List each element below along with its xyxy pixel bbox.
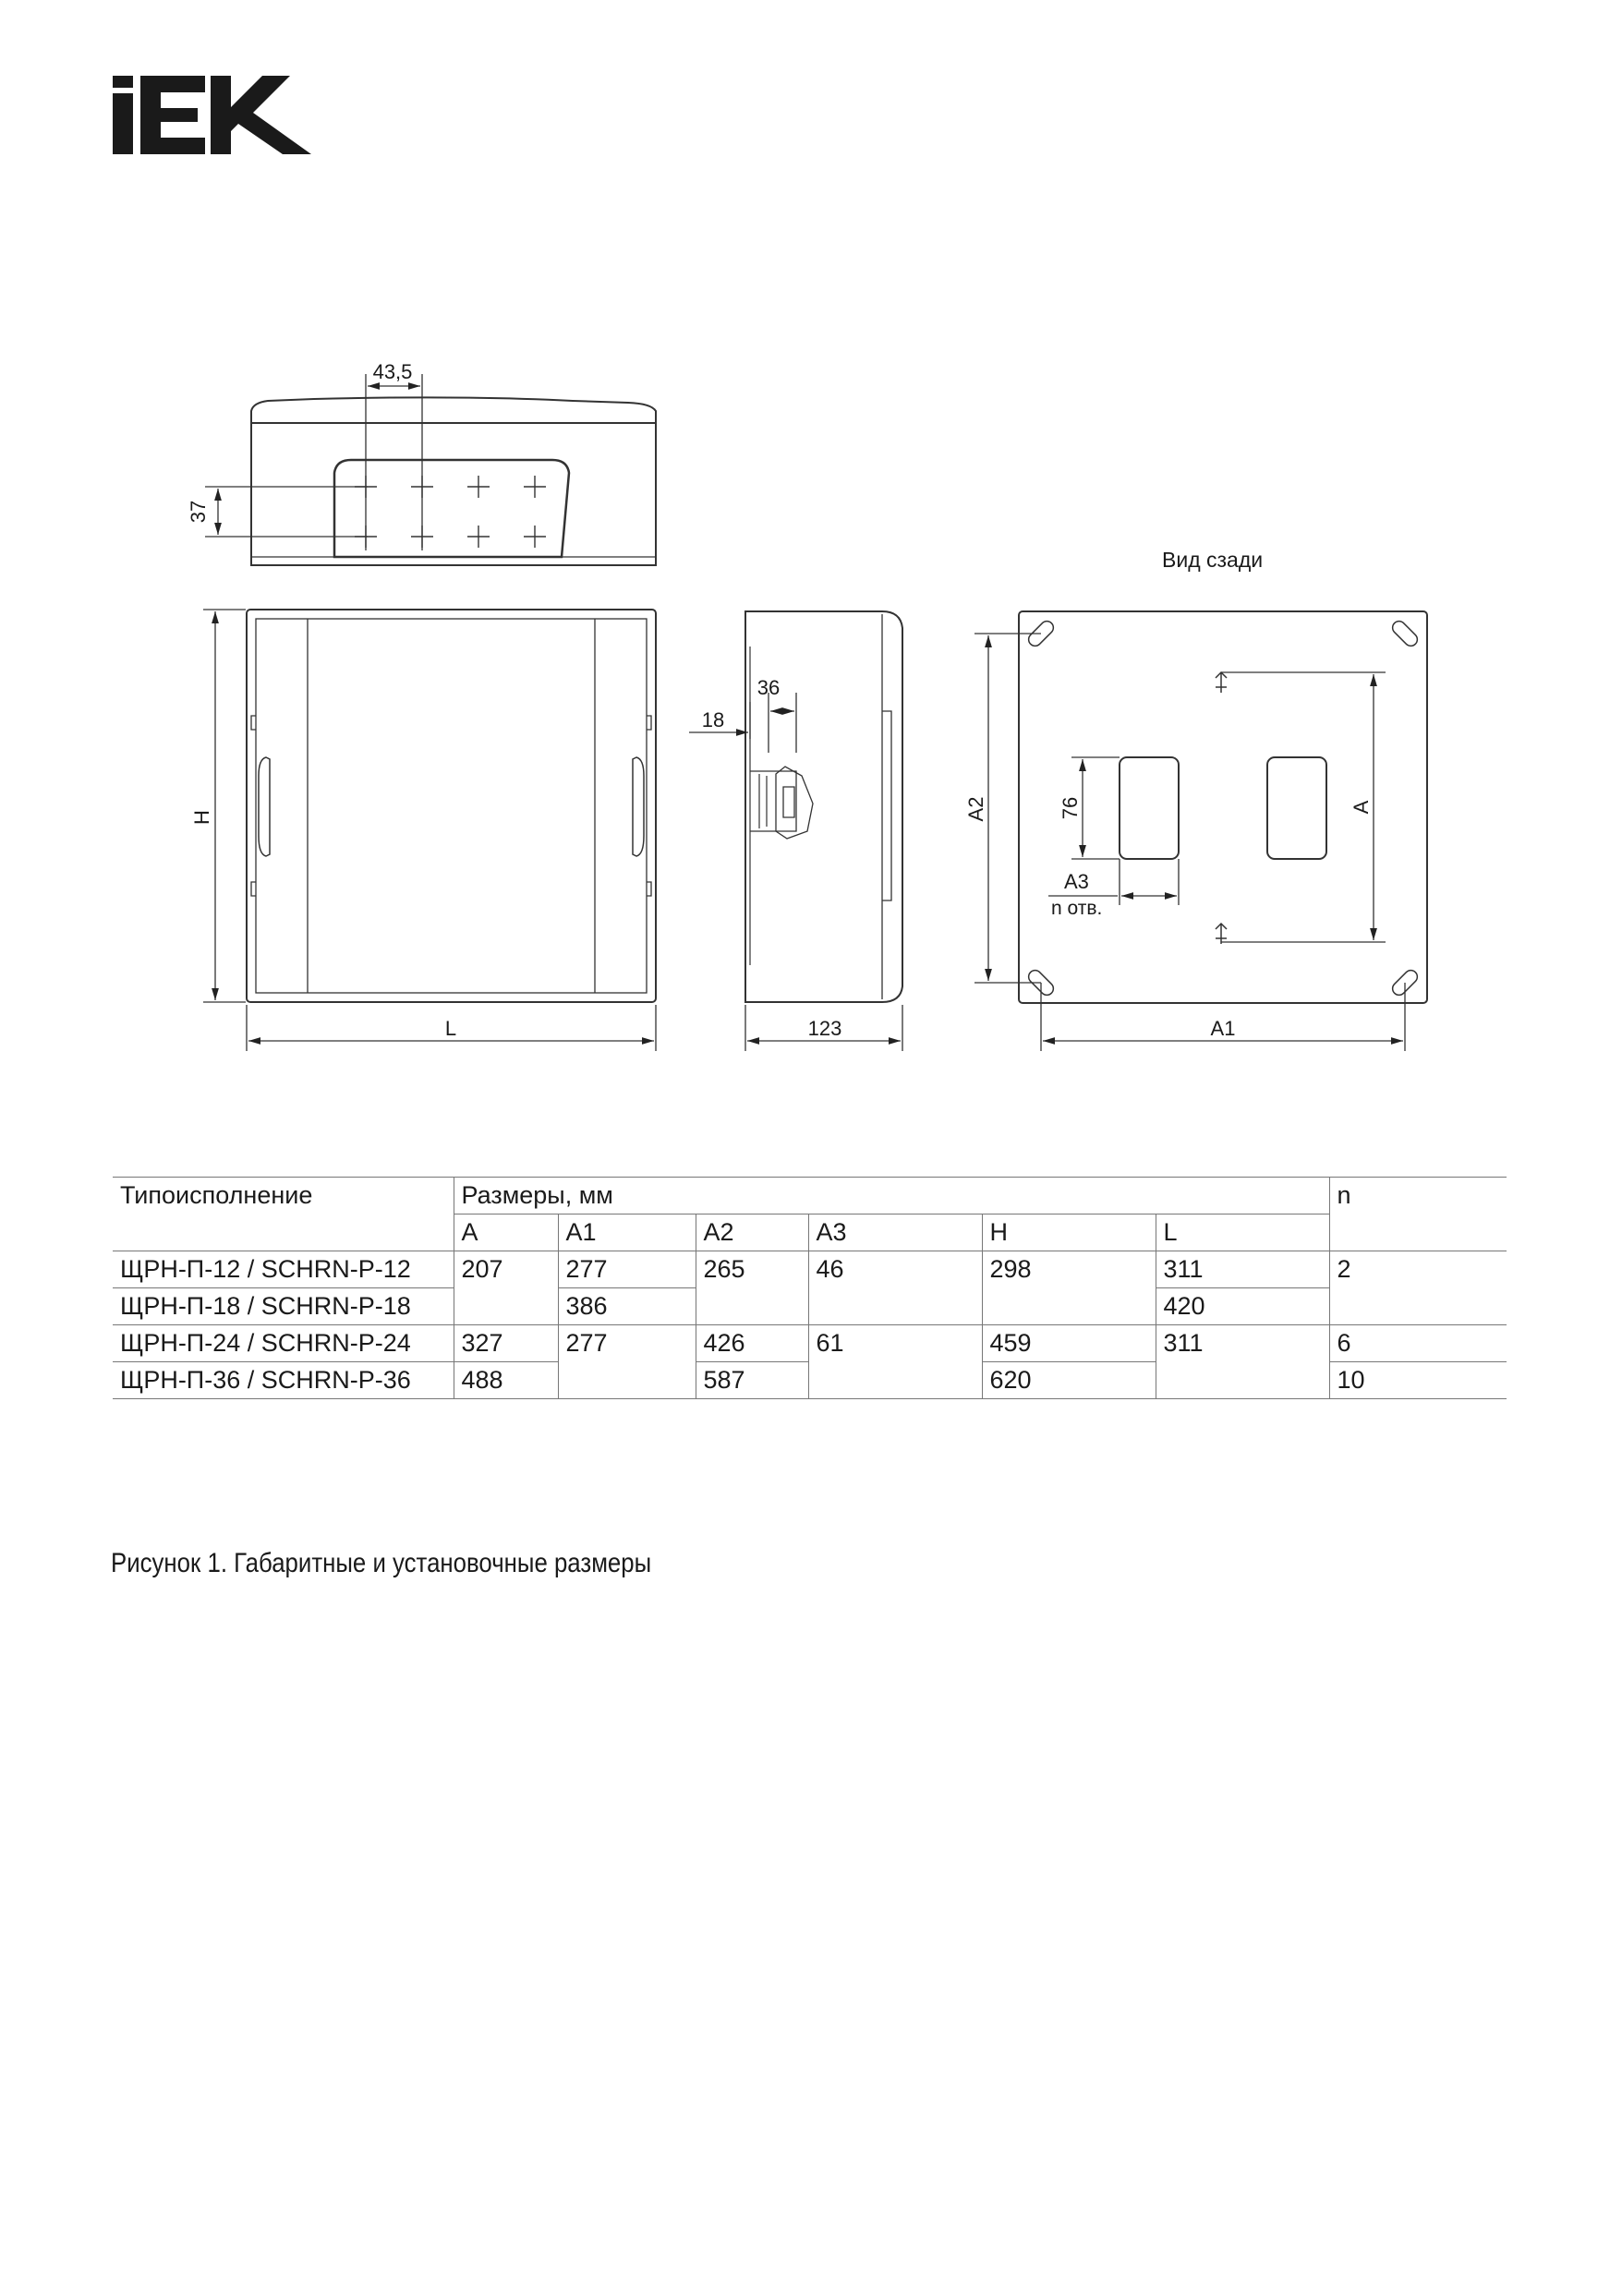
- dimensions-table: [113, 1177, 1507, 1399]
- header-n: n: [1329, 1178, 1507, 1251]
- cell-h: 298: [982, 1251, 1156, 1325]
- dim-rear-a3-label: A3: [1064, 870, 1089, 893]
- header-dims: Размеры, мм: [454, 1178, 1329, 1214]
- rear-view-title: Вид сзади: [1162, 548, 1264, 572]
- dim-rail-offset-label: 18: [701, 708, 725, 731]
- cell-l: 420: [1156, 1288, 1329, 1325]
- mounting-points: [355, 476, 546, 548]
- header-type: Типоисполнение: [113, 1178, 454, 1251]
- cell-a2: 265: [696, 1251, 808, 1325]
- dim-depth-label: 123: [807, 1017, 842, 1040]
- dim-rear-a-label: A: [1350, 800, 1373, 815]
- cell-type: ЩРН-П-36 / SCHRN-P-36: [113, 1362, 454, 1399]
- table-row: [113, 1325, 1507, 1362]
- dim-pitch-v: [205, 487, 368, 537]
- dim-pitch-h: [366, 374, 422, 550]
- dim-rail-width-label: 36: [757, 676, 781, 699]
- dim-rear-a2-label: A2: [964, 796, 987, 822]
- dim-height: [203, 610, 246, 1002]
- mount-point-row-1: [355, 476, 546, 498]
- dim-height-label: H: [190, 810, 213, 825]
- table-row: [113, 1251, 1507, 1288]
- cell-a3: 46: [808, 1251, 982, 1325]
- cell-n: 2: [1329, 1251, 1507, 1325]
- top-view: [251, 397, 656, 565]
- cell-n: 10: [1329, 1362, 1507, 1399]
- figure-caption: Рисунок 1. Габаритные и установочные размеры: [111, 1548, 652, 1578]
- subheader-a3: A3: [808, 1214, 982, 1251]
- subheader-h: H: [982, 1214, 1156, 1251]
- mount-point-row-2: [355, 526, 546, 548]
- holes-label: n отв.: [1051, 898, 1103, 919]
- subheader-a: A: [454, 1214, 558, 1251]
- cell-a2: 587: [696, 1362, 808, 1399]
- cell-type: ЩРН-П-18 / SCHRN-P-18: [113, 1288, 454, 1325]
- dim-rear-76-label: 76: [1059, 796, 1082, 820]
- cell-a: 488: [454, 1362, 558, 1399]
- dim-pitch-h-label: 43,5: [372, 360, 413, 383]
- cell-type: ЩРН-П-12 / SCHRN-P-12: [113, 1251, 454, 1288]
- cell-a2: 426: [696, 1325, 808, 1362]
- cell-a3: 61: [808, 1325, 982, 1399]
- dim-pitch-v-label: 37: [187, 500, 210, 524]
- cell-a1: 277: [558, 1325, 696, 1399]
- cell-h: 459: [982, 1325, 1156, 1362]
- front-view: [247, 610, 656, 1002]
- cell-l: 311: [1156, 1325, 1329, 1399]
- cell-a1: 386: [558, 1288, 696, 1325]
- subheader-a2: A2: [696, 1214, 808, 1251]
- cell-a: 207: [454, 1251, 558, 1325]
- subheader-a1: A1: [558, 1214, 696, 1251]
- cell-h: 620: [982, 1362, 1156, 1399]
- cell-type: ЩРН-П-24 / SCHRN-P-24: [113, 1325, 454, 1362]
- dim-rear-a1-label: A1: [1210, 1017, 1236, 1040]
- table-header-row: [113, 1178, 1507, 1214]
- cell-a1: 277: [558, 1251, 696, 1288]
- side-view: [745, 611, 902, 1002]
- cell-n: 6: [1329, 1325, 1507, 1362]
- cell-a: 327: [454, 1325, 558, 1362]
- cell-l: 311: [1156, 1251, 1329, 1288]
- subheader-l: L: [1156, 1214, 1329, 1251]
- dim-length-label: L: [444, 1017, 457, 1040]
- technical-drawing: [0, 0, 1622, 1127]
